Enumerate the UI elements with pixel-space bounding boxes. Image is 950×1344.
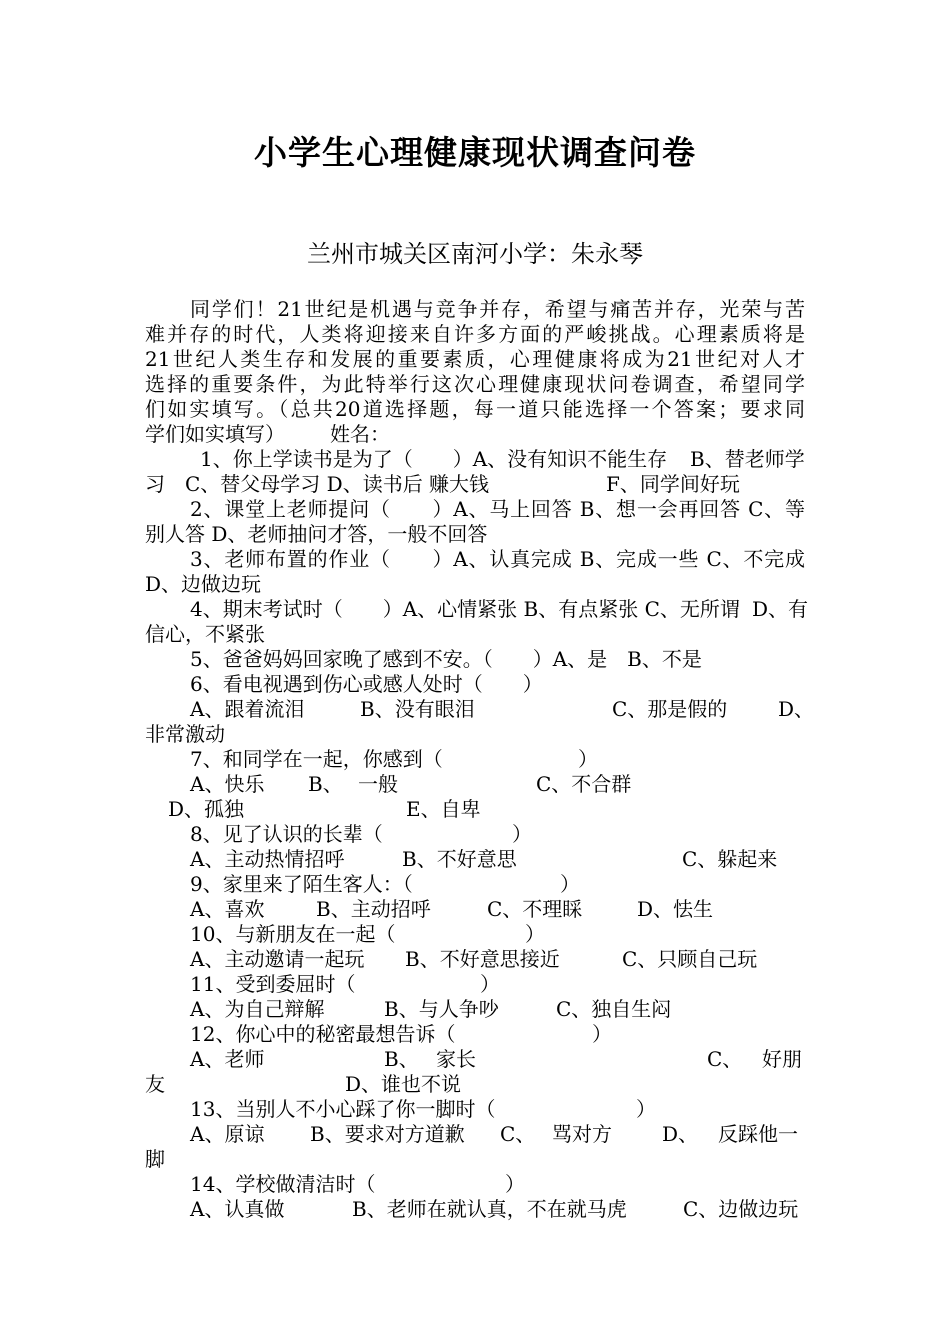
text-fragment: F、同学间好玩 — [606, 472, 740, 496]
text-fragment: 1、你上学读书是为了（ ）A、没有知识不能生存 — [200, 447, 668, 471]
question-7 — [0, 747, 950, 772]
text-fragment: C、不合群 — [536, 772, 632, 796]
text-fragment: 9、家里来了陌生客人：（ — [190, 872, 413, 896]
text-fragment: 骂对方 — [552, 1122, 612, 1146]
text-fragment: A、主动邀请一起玩 — [190, 947, 365, 971]
text-fragment: B、与人争吵 — [384, 997, 499, 1021]
text-fragment: C、躲起来 — [682, 847, 778, 871]
question-3 — [0, 547, 950, 572]
text-fragment: ） — [636, 1097, 656, 1121]
text-fragment: ） — [560, 872, 580, 896]
question-5 — [0, 647, 950, 672]
text-fragment: 反踩他一 — [718, 1122, 798, 1146]
document-title: 小学生心理健康现状调查问卷 — [254, 133, 696, 172]
question-7-options — [0, 797, 950, 822]
text-fragment: 家长 — [436, 1047, 476, 1071]
text-fragment: B、不好意思 — [402, 847, 517, 871]
text-fragment: 3、老师布置的作业（ ）A、认真完成 B、完成一些 C、不完成 — [190, 547, 805, 571]
text-fragment: A、认真做 — [190, 1197, 285, 1221]
text-fragment: 们如实填写。（总共20道选择题，每一道只能选择一个答案；要求同 — [145, 397, 805, 421]
text-fragment: D、怯生 — [637, 897, 714, 921]
text-fragment: D、有 — [752, 597, 809, 621]
intro-line — [0, 372, 950, 397]
text-fragment: ） — [512, 822, 532, 846]
text-fragment: C、替父母学习 D、读书后 赚大钱 — [185, 472, 490, 496]
question-10 — [0, 922, 950, 947]
text-fragment: C、边做边玩 — [683, 1197, 799, 1221]
text-fragment: 6、看电视遇到伤心或感人处时（ ） — [190, 672, 543, 696]
text-fragment: C、 — [707, 1047, 743, 1071]
text-fragment: C、独自生闷 — [556, 997, 672, 1021]
text-fragment: 别人答 D、老师抽问才答，一般不回答 — [145, 522, 488, 546]
text-fragment: ） — [505, 1172, 525, 1196]
document-author: 兰州市城关区南河小学：朱永琴 — [307, 240, 643, 268]
text-fragment: B、替老师学 — [690, 447, 805, 471]
text-fragment: ） — [592, 1022, 612, 1046]
text-fragment: B、老师在就认真，不在就马虎 — [352, 1197, 627, 1221]
question-3-options — [0, 572, 950, 597]
question-8 — [0, 822, 950, 847]
text-fragment: B、 — [308, 772, 343, 796]
question-13-options — [0, 1147, 950, 1172]
text-fragment: 12、你心中的秘密最想告诉（ — [190, 1022, 456, 1046]
text-fragment: 选择的重要条件，为此特举行这次心理健康现状问卷调查，希望同学 — [145, 372, 805, 396]
text-fragment: 5、爸爸妈妈回家晚了感到不安。（ ）A、是 B、不是 — [190, 647, 702, 671]
text-fragment: D、 — [662, 1122, 699, 1146]
question-1-options — [0, 472, 950, 497]
question-2 — [0, 497, 950, 522]
text-fragment: ） — [525, 922, 545, 946]
question-6 — [0, 672, 950, 697]
question-12 — [0, 1022, 950, 1047]
text-fragment: D、谁也不说 — [345, 1072, 462, 1096]
text-fragment: 信心，不紧张 — [145, 622, 265, 646]
question-10-options — [0, 947, 950, 972]
text-fragment: A、老师 — [190, 1047, 265, 1071]
question-4 — [0, 597, 950, 622]
text-fragment: B、主动招呼 — [316, 897, 431, 921]
intro-line — [0, 322, 950, 347]
name-field-label: 姓名： — [330, 422, 390, 446]
text-fragment: 同学们！21世纪是机遇与竞争并存，希望与痛苦并存，光荣与苦 — [190, 297, 805, 321]
intro-line — [0, 297, 950, 322]
text-fragment: 2、课堂上老师提问（ ）A、马上回答 B、想一会再回答 C、等 — [190, 497, 805, 521]
question-11 — [0, 972, 950, 997]
question-11-options — [0, 997, 950, 1022]
question-14 — [0, 1172, 950, 1197]
text-fragment: 13、当别人不小心踩了你一脚时（ — [190, 1097, 496, 1121]
text-fragment: 10、与新朋友在一起（ — [190, 922, 396, 946]
text-fragment: 好朋 — [762, 1047, 802, 1071]
text-fragment: 难并存的时代，人类将迎接来自许多方面的严峻挑战。心理素质将是 — [145, 322, 805, 346]
text-fragment: B、没有眼泪 — [360, 697, 475, 721]
text-fragment: 7、和同学在一起，你感到（ — [190, 747, 443, 771]
question-6-options — [0, 722, 950, 747]
question-13 — [0, 1097, 950, 1122]
text-fragment: B、不好意思接近 — [405, 947, 560, 971]
text-fragment: C、那是假的 — [612, 697, 728, 721]
question-6-options — [0, 697, 950, 722]
text-fragment: A、主动热情招呼 — [190, 847, 345, 871]
text-fragment: 4、期末考试时（ ）A、心情紧张 B、有点紧张 C、无所谓 — [190, 597, 740, 621]
text-fragment: E、自卑 — [406, 797, 481, 821]
intro-line — [0, 397, 950, 422]
text-fragment: 11、受到委屈时（ — [190, 972, 356, 996]
text-fragment: 习 — [145, 472, 165, 496]
text-fragment: 14、学校做清洁时（ — [190, 1172, 376, 1196]
question-7-options — [0, 772, 950, 797]
question-9-options — [0, 897, 950, 922]
text-fragment: D、 — [778, 697, 815, 721]
text-fragment: A、喜欢 — [190, 897, 265, 921]
text-fragment: B、 — [384, 1047, 419, 1071]
text-fragment: D、孤独 — [168, 797, 245, 821]
text-fragment: 8、见了认识的长辈（ — [190, 822, 383, 846]
question-12-options — [0, 1047, 950, 1072]
text-fragment: A、原谅 — [190, 1122, 265, 1146]
text-fragment: ） — [578, 747, 598, 771]
text-fragment: B、要求对方道歉 — [310, 1122, 465, 1146]
question-14-options — [0, 1197, 950, 1222]
question-1 — [0, 447, 950, 472]
intro-line — [0, 422, 950, 447]
text-fragment: 脚 — [145, 1147, 165, 1171]
text-fragment: ） — [480, 972, 500, 996]
text-fragment: C、不理睬 — [487, 897, 583, 921]
text-fragment: A、快乐 — [190, 772, 265, 796]
question-8-options — [0, 847, 950, 872]
text-fragment: A、跟着流泪 — [190, 697, 305, 721]
question-12-options — [0, 1072, 950, 1097]
text-fragment: 学们如实填写） — [145, 422, 285, 446]
text-fragment: 友 — [145, 1072, 165, 1096]
intro-line — [0, 347, 950, 372]
text-fragment: 一般 — [358, 772, 398, 796]
text-fragment: 非常激动 — [145, 722, 225, 746]
text-fragment: A、为自己辩解 — [190, 997, 325, 1021]
text-fragment: D、边做边玩 — [145, 572, 262, 596]
text-fragment: 21世纪人类生存和发展的重要素质，心理健康将成为21世纪对人才 — [145, 347, 805, 371]
question-9 — [0, 872, 950, 897]
text-fragment: C、 — [500, 1122, 536, 1146]
question-4-options — [0, 622, 950, 647]
question-13-options — [0, 1122, 950, 1147]
question-2-options — [0, 522, 950, 547]
text-fragment: C、只顾自己玩 — [622, 947, 758, 971]
